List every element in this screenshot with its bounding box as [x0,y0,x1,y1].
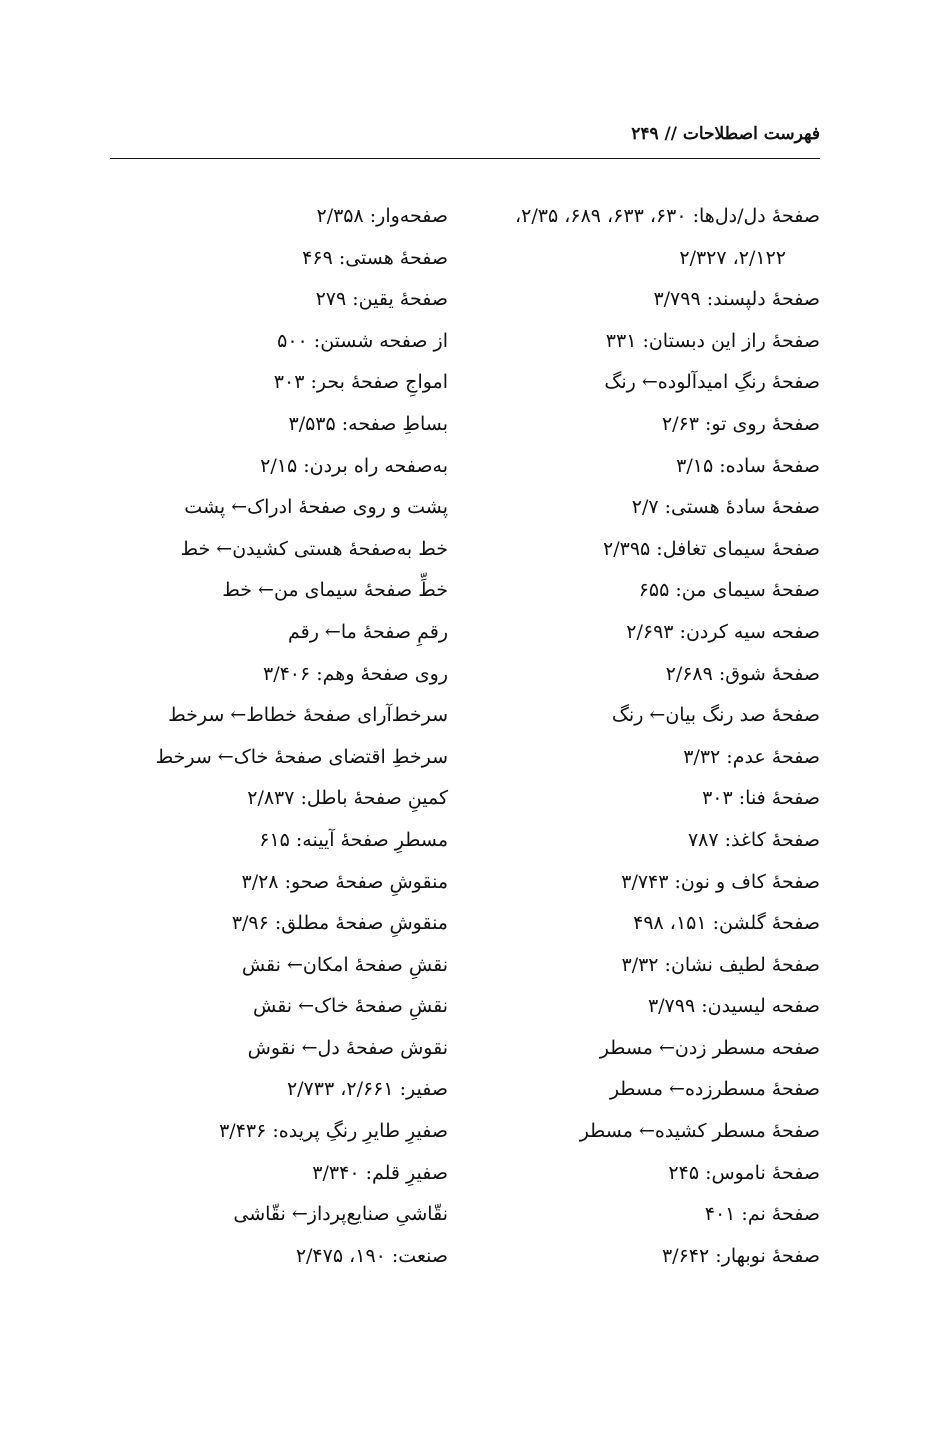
index-entry: صفحهٔ روی تو: ۲/۶۳ [661,412,820,435]
index-entry: منقوشِ صفحهٔ مطلق: ۳/۹۶ [231,912,448,935]
index-entry: سرخط‌آرای صفحهٔ خطاط← سرخط [168,704,448,727]
index-entry: مسطرِ صفحهٔ آیینه: ۶۱۵ [259,828,448,851]
index-entry: صفحهٔ دل/دل‌ها: ۶۳۰، ۶۳۳، ۶۸۹، ۲/۳۵، [515,205,820,227]
index-entry: صفحهٔ گلشن: ۱۵۱، ۴۹۸ [633,912,820,935]
index-entry: صفحهٔ رنگِ امیدآلوده← رنگ [604,371,820,394]
index-entry: پشت و روی صفحهٔ ادراک← پشت [184,496,448,519]
index-column-right [475,196,820,1277]
index-entry: نقّاشیِ صنایع‌پرداز← نقّاشی [233,1203,448,1226]
running-header [110,120,820,159]
index-entry: صفیرِ قلم: ۳/۳۴۰ [312,1161,448,1184]
index-entry: صفحهٔ فنا: ۳۰۳ [702,787,820,810]
index-entry: صفحهٔ سادهٔ هستی: ۲/۷ [631,496,820,519]
index-entry: صفیرِ طایرِ رنگِ پریده: ۳/۴۳۶ [219,1120,448,1143]
index-entry: صفحهٔ ناموس: ۲۴۵ [668,1161,820,1184]
index-entry: صفیر: ۲/۶۶۱، ۲/۷۳۳ [286,1078,448,1101]
index-entry: صفحهٔ کاغذ: ۷۸۷ [687,828,820,851]
index-entry: صفحهٔ مسطرزده← مسطر [609,1078,820,1101]
index-entry: امواجِ صفحهٔ بحر: ۳۰۳ [273,371,448,394]
index-entry: خطِّ صفحهٔ سیمای من← خط [222,579,448,602]
index-entry: صفحهٔ نم: ۴۰۱ [704,1203,820,1226]
index-column-left [88,196,448,1277]
index-entry: صفحهٔ یقین: ۲۷۹ [315,288,448,311]
header-title: فهرست اصطلاحات // ۲۴۹ [631,124,820,144]
index-entry: صفحه‌وار: ۲/۳۵۸ [316,205,448,227]
index-entry: صفحه سیه کردن: ۲/۶۹۳ [626,620,820,643]
index-entry: صفحهٔ سیمای من: ۶۵۵ [638,579,820,602]
index-entry: نقوش صفحهٔ دل← نقوش [247,1036,448,1059]
index-entry: نقشِ صفحهٔ امکان← نقش [241,953,448,976]
index-entry: منقوشِ صفحهٔ صحو: ۳/۲۸ [241,870,448,893]
index-entry: صنعت: ۱۹۰، ۲/۴۷۵ [295,1244,448,1267]
index-entry: خط به‌صفحهٔ هستی کشیدن← خط [180,537,448,560]
index-entry: صفحهٔ شوق: ۲/۶۸۹ [665,662,820,685]
index-entry: صفحهٔ صد رنگ بیان← رنگ [611,704,820,727]
index-entry: به‌صفحه راه بردن: ۲/۱۵ [260,454,448,477]
index-entry: سرخطِ اقتضای صفحهٔ خاک← سرخط [155,745,448,768]
index-entry: صفحهٔ هستی: ۴۶۹ [302,246,448,269]
index-entry: صفحه مسطر زدن← مسطر [599,1036,820,1059]
index-entry: کمینِ صفحهٔ باطل: ۲/۸۳۷ [247,787,448,810]
index-entry: صفحهٔ ساده: ۳/۱۵ [676,454,820,477]
index-entry: صفحهٔ سیمای تغافل: ۲/۳۹۵ [603,537,820,560]
index-entry: روی صفحهٔ وهم: ۳/۴۰۶ [262,662,448,685]
index-entry: صفحهٔ دلپسند: ۳/۷۹۹ [653,288,820,311]
index-entry: صفحهٔ نوبهار: ۳/۶۴۲ [661,1244,820,1267]
index-entry-continuation: ۲/۱۲۲، ۲/۳۲۷ [679,246,786,269]
index-entry: رقمِ صفحهٔ ما← رقم [287,620,448,643]
index-entry: از صفحه شستن: ۵۰۰ [277,329,448,352]
index-entry: صفحهٔ عدم: ۳/۳۲ [683,745,820,768]
index-entry: صفحهٔ مسطر کشیده← مسطر [579,1120,820,1143]
index-entry: صفحهٔ راز این دبستان: ۳۳۱ [605,329,820,352]
index-entry: صفحه لیسیدن: ۳/۷۹۹ [647,995,820,1018]
index-entry: صفحهٔ لطیف نشان: ۳/۳۲ [621,953,820,976]
index-entry: صفحهٔ کاف و نون: ۳/۷۴۳ [621,870,820,893]
index-entry: نقشِ صفحهٔ خاک← نقش [252,995,448,1018]
index-entry: بساطِ صفحه: ۳/۵۳۵ [288,412,448,435]
